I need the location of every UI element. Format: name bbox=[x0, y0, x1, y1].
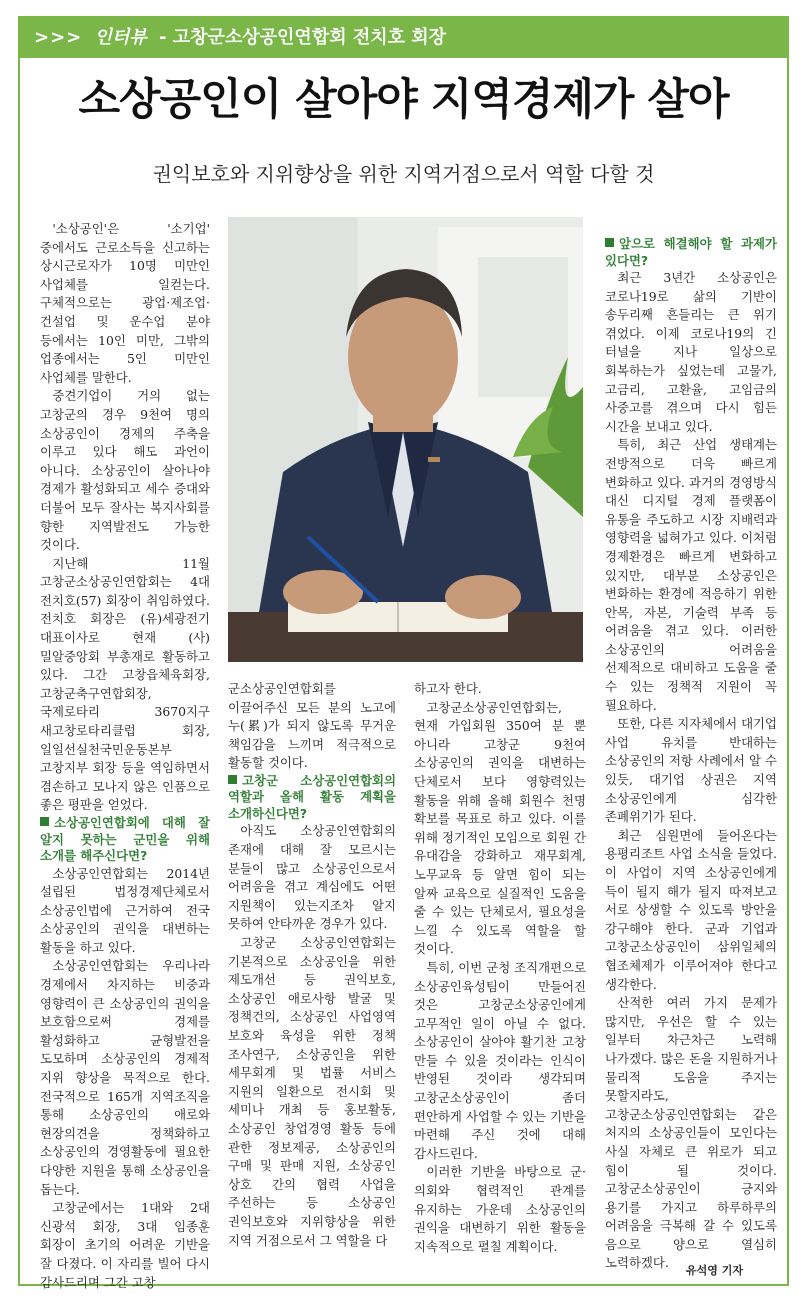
interview-question-1 bbox=[40, 815, 210, 865]
paragraph: 지난해 11월 고창군소상공인연합회는 4대 전치호(57) 회장이 취임하였다. 전치호 회장은 (유)세광전기 대표이사로 현재 (사)밀알중앙회 부총재로 활동하고 있다. 그간 고창읍체육회장, 고창군축구연합회장, 국제로타리 3670지구 새고창로타리클럽 회장, 일일선실천국민운동본부 고창지부 회장 등을 역임하면서 겸손하고 모나지 않은 인품으로 좋은 평판을 얻었다. bbox=[40, 555, 210, 813]
chevron-icon: >>> bbox=[34, 27, 83, 48]
paragraph: '소상공인'은 '소기업' 중에서도 근로소득을 신고하는 상시근로자가 10명 미만인 사업체를 일컫는다. 구체적으로는 광업·제조업·건설업 및 운수업 분야 등에서는 10인 미만, 그밖의 업종에서는 5인 미만인 사업체를 말한다. bbox=[40, 221, 210, 385]
section-label: 인터뷰 bbox=[94, 27, 147, 48]
interview-question-3 bbox=[605, 236, 777, 269]
paragraph: 특히, 최근 산업 생태계는 전방적으로 더욱 빠르게 변화하고 있다. 과거의 경영방식 대신 디지털 경제 플랫폼이 유통을 주도하고 시장 지배력과 영향력을 넓혀가고 있다. 이처럼 경제환경은 빠르게 변화하고 있지만, 대부분 소상공인은 변화하는 환경에 적응하기 위한 안목, 자본, 기술력 부족 등 어려움을 겪고 있다. 이러한 소상공인의 어려움을 선제적으로 대비하고 도움을 줄 수 있는 정책적 지원이 꼭 필요하다. bbox=[605, 437, 777, 713]
paragraph: 군소상공인연합회를 이끌어주신 모든 분의 노고에 누(累)가 되지 않도록 무거운 책임감을 느끼며 적극적으로 활동할 것이다. bbox=[228, 681, 396, 771]
reporter-byline: 유석영 기자 bbox=[686, 1264, 743, 1277]
square-bullet-icon bbox=[605, 238, 614, 247]
question-text: 소상공인연합회에 대해 잘 알지 못하는 군민을 위해 소개를 해주신다면? bbox=[40, 815, 210, 863]
portrait-image bbox=[228, 217, 583, 662]
paragraph: 아직도 소상공인연합회의 존재에 대해 잘 모르시는 분들이 많고 소상공인으로서 어려움을 겪고 계심에도 어떤 지원책이 있는지조차 알지 못하여 안타까운 경우가 있다. bbox=[228, 823, 396, 932]
paragraph: 고창군소상공인연합회는, 현재 가입회원 350여 분 뿐 아니라 고창군 9천여 소상공인의 권익을 대변하는 단체로서 보다 영향력있는 활동을 위해 올해 회원수 천명 확보를 목표로 하고 있다. 이를 위해 정기적인 모임으로 회원 간 유대감을 강화하고 재무회계, 노무교육 등 알면 힘이 되는 알짜 교육으로 실질적인 도움을 줄 수 있는 단체로서, 필요성을 느낄 수 있도록 역할을 할 것이다. bbox=[414, 699, 586, 957]
paragraph: 또한, 다른 지자체에서 대기업 사업 유치를 반대하는 소상공인의 저항 사례에서 알 수 있듯, 대기업 상권은 지역 소상공인에게 심각한 존폐위기가 된다. bbox=[605, 716, 777, 825]
question-text: 고창군 소상공인연합회의 역할과 올해 활동 계획을 소개하신다면? bbox=[228, 772, 396, 821]
paragraph: 소상공인연합회는 우리나라 경제에서 차지하는 비중과 영향력이 큰 소상공인의 권익을 보호함으로써 경제를 활성화하고 균형발전을 도모하며 소상공인의 경제적 지위 향상을 목적으로 한다. 전국적으로 165개 지역조직을 통해 소상공인의 애로와 현장의견을 정책화하고 소상공인의 경영활동에 필요한 다양한 지원을 통해 소상공인을 돕는다. bbox=[40, 958, 210, 1197]
paragraph: 이러한 기반을 바탕으로 군·의회와 협력적인 관계를 유지하는 가운데 소상공인의 권익을 대변하기 위한 활동을 지속적으로 펼칠 계획이다. bbox=[414, 1164, 586, 1254]
paragraph: 소상공인연합회는 2014년 설립된 법정경제단체로서 소상공인법에 근거하여 전국 소상공인의 권익을 대변하는 활동을 하고 있다. bbox=[40, 865, 210, 955]
question-text: 앞으로 해결해야 할 과제가 있다면? bbox=[605, 236, 777, 268]
paragraph: 최근 3년간 소상공인은 코로나19로 삶의 기반이 송두리째 흔들리는 큰 위기 겪었다. 이제 코로나19의 긴 터널을 지나 일상으로 회복하는가 싶었는데 고물가, 고금리, 고환율, 고임금의 사중고를 겪으며 다시 힘든 시간을 보내고 있다. bbox=[605, 270, 777, 434]
headline: 소상공인이 살아야 지역경제가 살아 bbox=[78, 75, 729, 125]
square-bullet-icon bbox=[228, 775, 237, 784]
article-column-1 bbox=[40, 220, 210, 1290]
paragraph: 고창군 소상공인연합회는 기본적으로 소상공인을 위한 제도개선 등 권익보호, 소상공인 애로사항 발굴 및 정책건의, 소상공인 사업영역 보호와 육성을 위한 정책 조사연구, 소상공인을 위한 세무회계 및 법률 서비스 지원의 일환으로 전시회 및 세미나 개최 등 홍보활동, 소상공인 창업경영 활동 등에 관한 정보제공, 소상공인의 구매 및 판매 지원, 소상공인 상호 간의 협력 사업을 주선하는 등 소상공인 권익보호와 지위향상을 위한 지역 거점으로서 그 역할을 다 bbox=[228, 935, 396, 1248]
section-title: - 고창군소상공인연합회 전치호 회장 bbox=[158, 27, 447, 48]
interview-question-2 bbox=[228, 773, 396, 823]
interview-photo bbox=[228, 217, 583, 662]
paragraph: 고창군에서는 1대와 2대 신광석 회장, 3대 임종훈 회장이 초기의 어려운 기반을 잘 다졌다. 이 자리를 빌어 다시 감사드리며 그간 고창 bbox=[40, 1200, 210, 1290]
paragraph: 최근 심원면에 들어온다는 용평리조트 사업 소식을 들었다. 이 사업이 지역 소상공인에게 득이 될지 해가 될지 따져보고 서로 상생할 수 있도록 방안을 강구해야 한다. 군과 기업과 고창군소상공인이 삼위일체의 협조체제가 이루어져야 한다고 생각한다. bbox=[605, 827, 777, 992]
section-header-bar bbox=[20, 18, 787, 58]
square-bullet-icon bbox=[40, 817, 49, 826]
paragraph: 중견기업이 거의 없는 고창군의 경우 9천여 명의 소상공인이 경제의 주축을 이루고 있다 해도 과언이 아니다. 소상공인이 살아나야 경제가 활성화되고 세수 증대와 더불어 모두 잘사는 복지사회를 향한 지역발전도 가능한 것이다. bbox=[40, 388, 210, 553]
paragraph: 특히, 이번 군청 조직개편으로 소상공인육성팀이 만들어진 것은 고창군소상공인에게 고무적인 일이 아닐 수 없다. 소상공인이 살아야 활기찬 고창 만들 수 있을 것이라는 인식이 반영된 것이라 생각되며 고창군소상공인이 좀더 편안하게 사업할 수 있는 기반을 마련해 주신 것에 대해 감사드린다. bbox=[414, 959, 586, 1161]
article-column-2 bbox=[228, 680, 396, 1275]
article-column-3 bbox=[414, 680, 586, 1275]
paragraph: 산적한 여러 가지 문제가 많지만, 우선은 할 수 있는 일부터 차근차근 노력해 나가겠다. 많은 돈을 지원하거나 물리적 도움을 주지는 못할지라도, 고창군소상공인연합회는 같은 처지의 소상공인들이 모인다는 사실 자체로 큰 위로가 되고 힘이 될 것이다. 고창군소상공인이 긍지와 용기를 가지고 하루하루의 어려움을 극복해 갈 수 있도록 음으로 양으로 열심히 노력하겠다. bbox=[605, 995, 777, 1271]
subheadline: 권익보호와 지위향상을 위한 지역거점으로서 역할 다할 것 bbox=[152, 162, 655, 186]
paragraph: 하고자 한다. bbox=[414, 681, 482, 696]
